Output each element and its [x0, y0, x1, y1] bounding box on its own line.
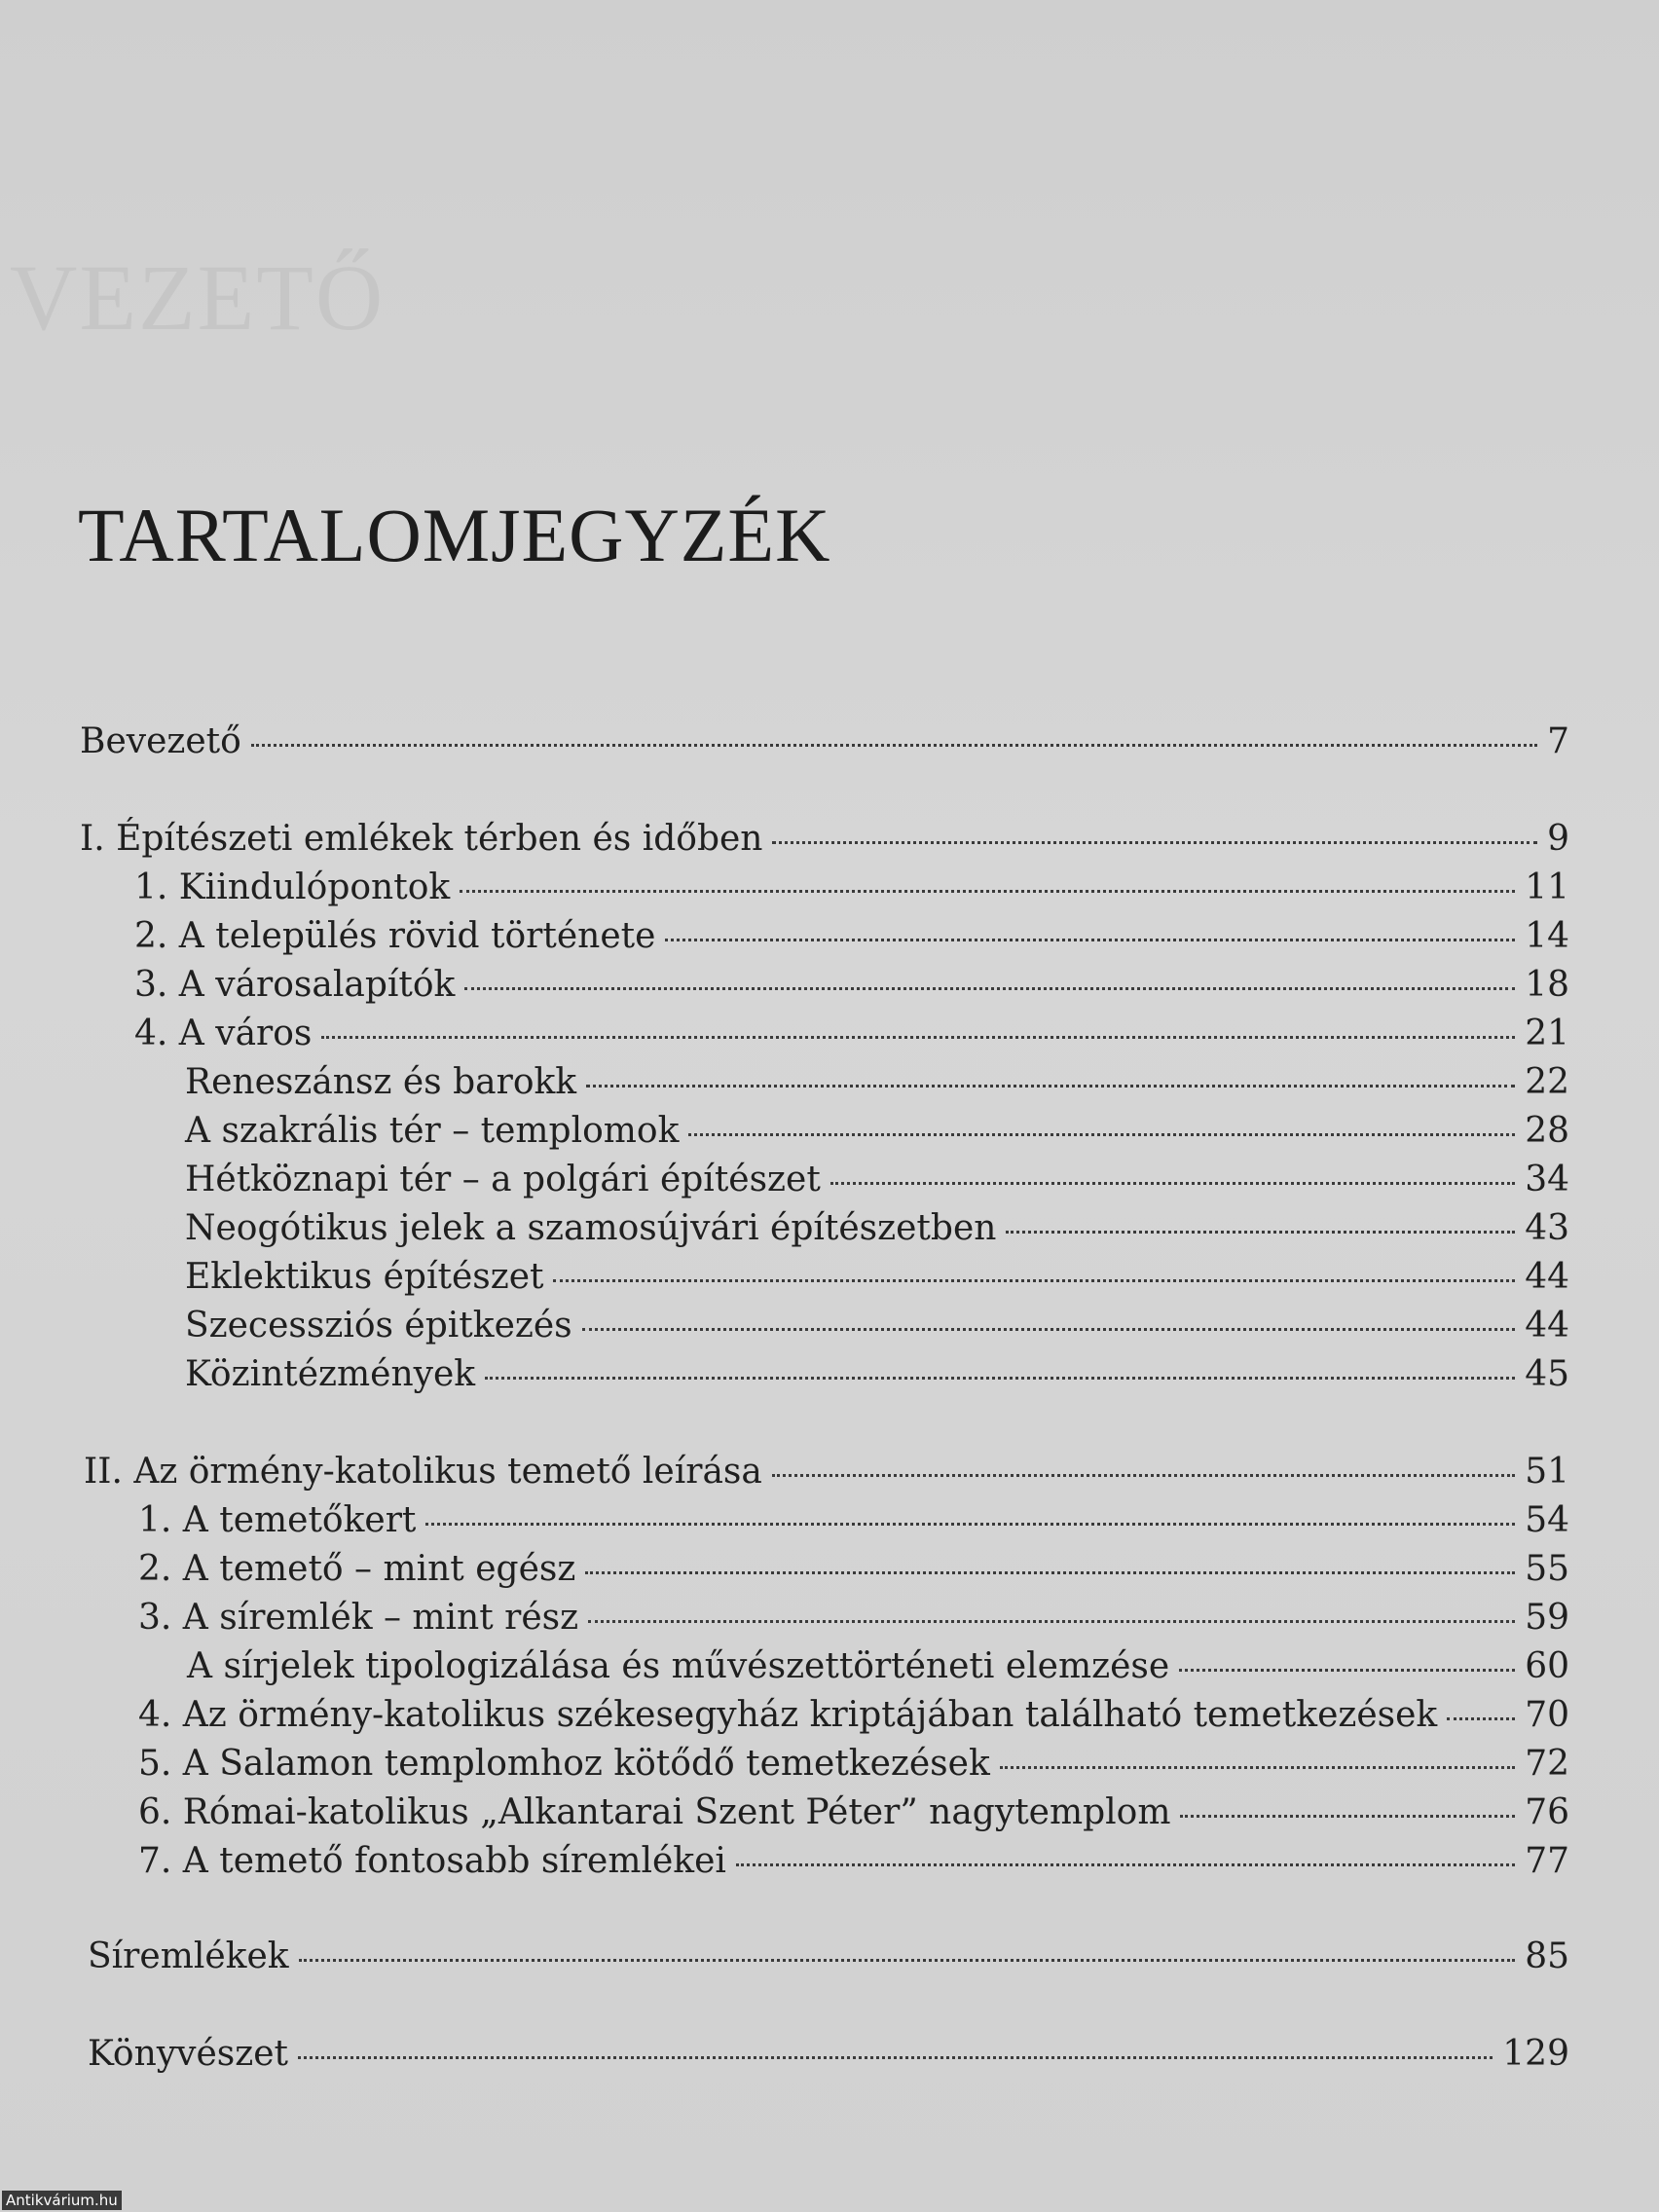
toc-entry-label: Bevezető	[80, 721, 241, 761]
leader-dots	[298, 2056, 1493, 2059]
toc-entry-page: 129	[1502, 2034, 1569, 2074]
toc-entry	[138, 1791, 1569, 1834]
leader-dots	[1447, 1717, 1515, 1720]
toc-entry	[138, 1694, 1569, 1737]
leader-dots	[485, 1377, 1515, 1380]
leader-dots	[1006, 1231, 1515, 1234]
toc-entry-page: 60	[1525, 1646, 1569, 1686]
leader-dots	[553, 1279, 1515, 1282]
toc-entry-label: Reneszánsz és barokk	[185, 1062, 577, 1102]
watermark-label: Antikvárium.hu	[2, 2191, 122, 2210]
toc-entry-page: 51	[1525, 1452, 1569, 1492]
toc-entry	[88, 1936, 1569, 1978]
toc-entry	[134, 915, 1569, 958]
leader-dots	[772, 841, 1537, 844]
toc-entry	[138, 1499, 1569, 1542]
toc-entry	[185, 1110, 1569, 1153]
toc-entry	[138, 1743, 1569, 1786]
toc-entry-label: Szecessziós épitkezés	[185, 1306, 572, 1346]
toc-entry	[185, 1256, 1569, 1299]
toc-entry	[185, 1305, 1569, 1347]
toc-entry	[185, 1061, 1569, 1104]
leader-dots	[299, 1959, 1516, 1962]
toc-entry	[88, 2033, 1569, 2076]
toc-entry-page: 7	[1547, 721, 1569, 761]
toc-entry	[138, 1548, 1569, 1591]
toc-entry-page: 45	[1525, 1354, 1569, 1394]
toc-entry-label: Eklektikus építészet	[185, 1257, 544, 1297]
toc-entry-label: 3. A síremlék – mint rész	[138, 1598, 579, 1638]
leader-dots	[1180, 1815, 1515, 1818]
toc-entry-label: 7. A temető fontosabb síremlékei	[138, 1841, 726, 1881]
toc-entry-label: A sírjelek tipologizálása és művészettörténeti elemzése	[187, 1646, 1170, 1686]
page-title: TARTALOMJEGYZÉK	[78, 493, 831, 577]
toc-entry-page: 77	[1525, 1841, 1569, 1881]
toc-entry-page: 14	[1525, 916, 1569, 956]
toc-entry	[138, 1840, 1569, 1883]
toc-entry-label: II. Az örmény-katolikus temető leírása	[84, 1452, 762, 1492]
toc-entry-page: 43	[1525, 1208, 1569, 1248]
toc-entry-label: 6. Római-katolikus „Alkantarai Szent Péter” nagytemplom	[138, 1792, 1171, 1832]
toc-entry-page: 18	[1525, 965, 1569, 1005]
leader-dots	[665, 939, 1515, 941]
toc-entry-page: 34	[1525, 1160, 1569, 1199]
toc-entry-page: 54	[1525, 1500, 1569, 1540]
leader-dots	[464, 987, 1515, 990]
toc-entry	[134, 1013, 1569, 1055]
toc-entry-page: 22	[1525, 1062, 1569, 1102]
toc-entry-label: 1. A temetőkert	[138, 1500, 417, 1540]
toc-entry-label: 3. A városalapítók	[134, 965, 456, 1005]
toc-entry-label: Hétköznapi tér – a polgári építészet	[185, 1160, 821, 1199]
leader-dots	[460, 890, 1515, 893]
leader-dots	[1179, 1669, 1515, 1672]
toc-entry-page: 85	[1525, 1936, 1569, 1976]
toc-entry	[187, 1645, 1569, 1688]
leader-dots	[1000, 1766, 1515, 1769]
leader-dots	[585, 1571, 1515, 1574]
toc-entry	[134, 866, 1569, 909]
toc-entry	[185, 1353, 1569, 1396]
leader-dots	[688, 1133, 1515, 1136]
toc-entry-label: I. Építészeti emlékek térben és időben	[80, 819, 763, 859]
toc-entry-page: 11	[1525, 867, 1569, 907]
toc-entry-page: 70	[1525, 1695, 1569, 1735]
toc-entry-label: 2. A település rövid története	[134, 916, 656, 956]
toc-entry-label: 4. A város	[134, 1014, 313, 1053]
toc-entry-label: Neogótikus jelek a szamosújvári építészetben	[185, 1208, 997, 1248]
toc-entry-page: 44	[1525, 1306, 1569, 1346]
toc-entry	[185, 1207, 1569, 1250]
toc-entry	[138, 1597, 1569, 1640]
toc-entry-label: Könyvészet	[88, 2034, 288, 2074]
toc-entry-label: 4. Az örmény-katolikus székesegyház kriptájában található temetkezések	[138, 1695, 1438, 1735]
leader-dots	[586, 1085, 1515, 1088]
leader-dots	[321, 1036, 1515, 1039]
toc-entry	[134, 964, 1569, 1007]
bleed-through-text: VEZETŐ	[10, 245, 386, 350]
leader-dots	[582, 1328, 1516, 1331]
toc-entry-label: Síremlékek	[88, 1936, 289, 1976]
toc-entry-page: 72	[1525, 1744, 1569, 1784]
toc-entry-label: A szakrális tér – templomok	[185, 1111, 680, 1151]
toc-entry-label: Közintézmények	[185, 1354, 476, 1394]
toc-entry-page: 44	[1525, 1257, 1569, 1297]
toc-entry	[80, 720, 1569, 763]
toc-entry	[185, 1159, 1569, 1201]
toc-entry-page: 21	[1525, 1014, 1569, 1053]
leader-dots	[830, 1182, 1515, 1185]
toc-entry-page: 59	[1525, 1598, 1569, 1638]
toc-entry-page: 9	[1547, 819, 1569, 859]
toc-entry	[84, 1451, 1569, 1493]
toc-entry	[80, 818, 1569, 861]
toc-entry-page: 55	[1525, 1549, 1569, 1589]
leader-dots	[251, 744, 1537, 747]
toc-entry-label: 2. A temető – mint egész	[138, 1549, 576, 1589]
toc-entry-label: 5. A Salamon templomhoz kötődő temetkezések	[138, 1744, 990, 1784]
leader-dots	[736, 1863, 1515, 1866]
toc-entry-label: 1. Kiindulópontok	[134, 867, 451, 907]
leader-dots	[772, 1474, 1515, 1477]
leader-dots	[425, 1523, 1515, 1526]
toc-entry-page: 28	[1525, 1111, 1569, 1151]
leader-dots	[588, 1620, 1515, 1623]
toc-entry-page: 76	[1525, 1792, 1569, 1832]
